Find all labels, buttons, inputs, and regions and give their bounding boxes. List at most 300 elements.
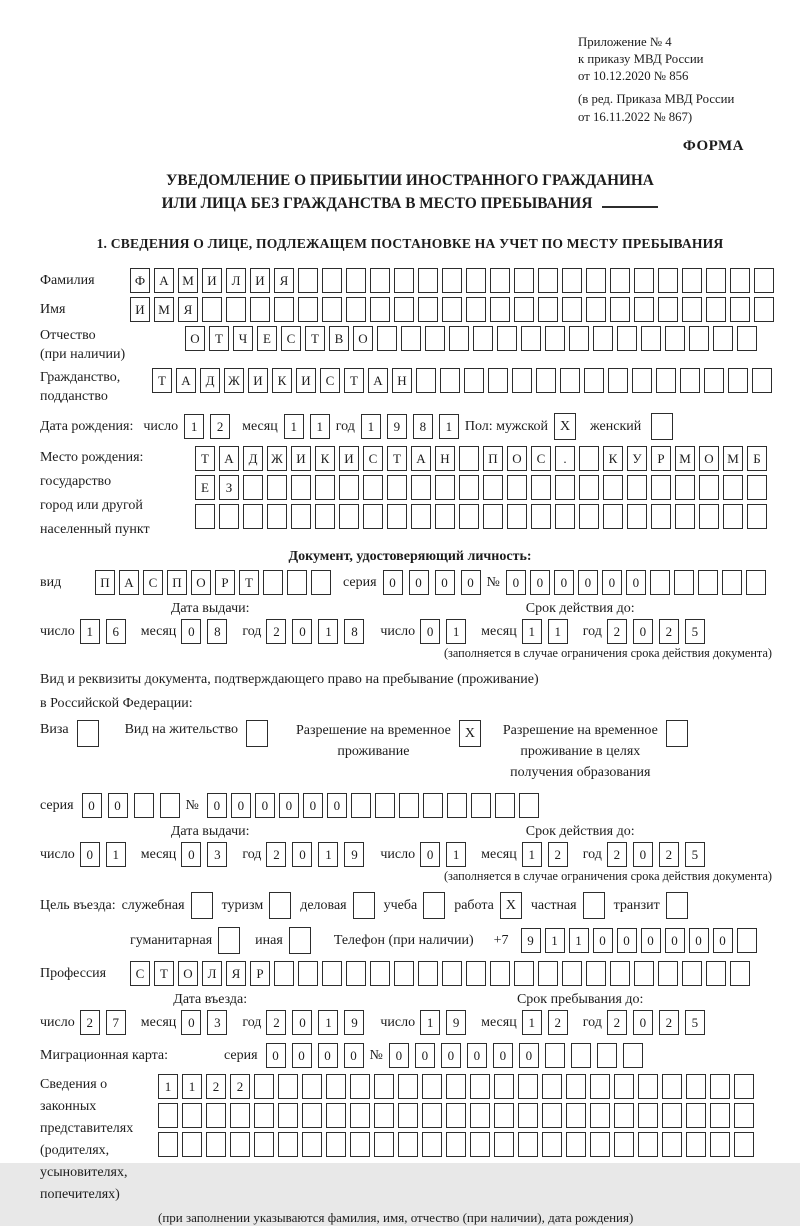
char-box[interactable]: О [185,326,205,351]
char-box[interactable] [401,326,421,351]
char-box[interactable]: А [368,368,388,393]
char-box[interactable]: Ч [233,326,253,351]
char-box[interactable] [416,368,436,393]
char-box[interactable]: 2 [659,619,679,644]
char-box[interactable] [471,793,491,818]
char-box[interactable]: 0 [713,928,733,953]
char-box[interactable] [519,793,539,818]
char-box[interactable] [326,1103,346,1128]
char-box[interactable] [464,368,484,393]
char-box[interactable] [603,504,623,529]
char-box[interactable] [375,793,395,818]
char-box[interactable]: А [219,446,239,471]
char-box[interactable] [459,475,479,500]
char-box[interactable] [545,326,565,351]
char-box[interactable]: 7 [106,1010,126,1035]
char-box[interactable] [728,368,748,393]
char-box[interactable]: П [95,570,115,595]
char-box[interactable]: Д [243,446,263,471]
checkbox-rvp[interactable]: X [459,720,481,747]
char-box[interactable]: 1 [80,619,100,644]
char-box[interactable] [579,446,599,471]
char-box[interactable]: Т [305,326,325,351]
char-box[interactable] [195,504,215,529]
char-box[interactable] [134,793,154,818]
char-box[interactable]: 1 [361,414,381,439]
char-box[interactable]: 1 [548,619,568,644]
char-box[interactable] [351,793,371,818]
char-box[interactable] [590,1132,610,1157]
char-box[interactable]: Т [239,570,259,595]
char-box[interactable] [425,326,445,351]
char-box[interactable] [446,1074,466,1099]
char-box[interactable]: М [178,268,198,293]
char-box[interactable] [158,1132,178,1157]
char-box[interactable] [494,1103,514,1128]
char-box[interactable] [706,961,726,986]
char-box[interactable] [315,504,335,529]
char-box[interactable] [734,1132,754,1157]
char-box[interactable] [698,570,718,595]
char-box[interactable]: С [143,570,163,595]
char-box[interactable] [370,268,390,293]
char-box[interactable] [322,268,342,293]
char-box[interactable] [650,570,670,595]
char-box[interactable]: 0 [292,619,312,644]
char-box[interactable]: А [154,268,174,293]
char-box[interactable] [730,268,750,293]
char-box[interactable] [370,961,390,986]
char-box[interactable]: 2 [80,1010,100,1035]
char-box[interactable]: 0 [108,793,128,818]
char-box[interactable]: 2 [607,1010,627,1035]
char-box[interactable] [418,297,438,322]
char-box[interactable] [658,961,678,986]
char-box[interactable] [689,326,709,351]
char-box[interactable] [704,368,724,393]
char-box[interactable] [603,475,623,500]
char-box[interactable] [363,504,383,529]
char-box[interactable]: Н [435,446,455,471]
char-box[interactable]: 0 [665,928,685,953]
char-box[interactable]: П [167,570,187,595]
char-box[interactable]: 2 [266,619,286,644]
char-box[interactable]: . [555,446,575,471]
char-box[interactable]: 0 [409,570,429,595]
char-box[interactable] [614,1074,634,1099]
char-box[interactable] [206,1103,226,1128]
char-box[interactable]: Ф [130,268,150,293]
char-box[interactable]: 9 [521,928,541,953]
char-box[interactable] [346,961,366,986]
char-box[interactable]: 8 [344,619,364,644]
char-box[interactable] [638,1132,658,1157]
char-box[interactable]: 0 [435,570,455,595]
char-box[interactable] [521,326,541,351]
char-box[interactable]: 0 [344,1043,364,1068]
char-box[interactable] [507,475,527,500]
char-box[interactable]: 0 [530,570,550,595]
char-box[interactable] [682,268,702,293]
char-box[interactable] [754,297,774,322]
char-box[interactable] [752,368,772,393]
char-box[interactable]: 2 [230,1074,250,1099]
char-box[interactable] [706,297,726,322]
char-box[interactable] [737,928,757,953]
char-box[interactable]: 8 [207,619,227,644]
char-box[interactable]: 0 [82,793,102,818]
char-box[interactable] [446,1132,466,1157]
char-box[interactable] [250,297,270,322]
char-box[interactable] [571,1043,591,1068]
char-box[interactable]: Н [392,368,412,393]
char-box[interactable]: 0 [420,619,440,644]
char-box[interactable]: Е [257,326,277,351]
char-box[interactable] [230,1103,250,1128]
char-box[interactable] [302,1074,322,1099]
char-box[interactable] [507,504,527,529]
char-box[interactable] [531,475,551,500]
char-box[interactable] [399,793,419,818]
char-box[interactable] [287,570,307,595]
char-box[interactable] [291,504,311,529]
char-box[interactable]: О [699,446,719,471]
char-box[interactable]: Т [195,446,215,471]
char-box[interactable] [531,504,551,529]
char-box[interactable] [302,1103,322,1128]
checkbox-purpose-study[interactable] [423,892,445,919]
char-box[interactable] [569,326,589,351]
char-box[interactable] [374,1132,394,1157]
char-box[interactable] [387,475,407,500]
char-box[interactable] [562,268,582,293]
char-box[interactable] [632,368,652,393]
char-box[interactable]: 0 [633,619,653,644]
char-box[interactable] [734,1074,754,1099]
char-box[interactable]: 0 [578,570,598,595]
char-box[interactable]: 1 [284,414,304,439]
char-box[interactable] [422,1132,442,1157]
char-box[interactable] [494,1074,514,1099]
char-box[interactable]: 2 [266,842,286,867]
char-box[interactable] [254,1074,274,1099]
char-box[interactable]: Б [747,446,767,471]
char-box[interactable] [326,1074,346,1099]
char-box[interactable] [658,297,678,322]
char-box[interactable]: Р [250,961,270,986]
char-box[interactable]: 1 [522,842,542,867]
char-box[interactable]: 0 [327,793,347,818]
char-box[interactable] [418,961,438,986]
char-box[interactable] [206,1132,226,1157]
char-box[interactable] [497,326,517,351]
char-box[interactable] [182,1103,202,1128]
char-box[interactable]: 5 [685,842,705,867]
char-box[interactable] [278,1074,298,1099]
char-box[interactable] [442,268,462,293]
char-box[interactable] [538,268,558,293]
char-box[interactable] [339,504,359,529]
char-box[interactable] [459,446,479,471]
char-box[interactable] [634,297,654,322]
char-box[interactable]: 0 [467,1043,487,1068]
char-box[interactable] [495,793,515,818]
char-box[interactable] [483,504,503,529]
char-box[interactable]: 2 [659,842,679,867]
char-box[interactable]: К [603,446,623,471]
char-box[interactable] [699,475,719,500]
char-box[interactable] [182,1132,202,1157]
char-box[interactable] [723,475,743,500]
char-box[interactable] [440,368,460,393]
char-box[interactable]: Т [154,961,174,986]
char-box[interactable]: 9 [387,414,407,439]
char-box[interactable] [675,504,695,529]
char-box[interactable] [466,297,486,322]
char-box[interactable]: 0 [420,842,440,867]
char-box[interactable] [298,961,318,986]
char-box[interactable] [470,1103,490,1128]
char-box[interactable] [627,475,647,500]
char-box[interactable] [411,475,431,500]
char-box[interactable]: С [130,961,150,986]
char-box[interactable] [274,961,294,986]
char-box[interactable] [710,1103,730,1128]
char-box[interactable] [675,475,695,500]
char-box[interactable] [638,1103,658,1128]
char-box[interactable] [514,297,534,322]
char-box[interactable] [634,961,654,986]
checkbox-purpose-private[interactable] [583,892,605,919]
char-box[interactable] [370,297,390,322]
char-box[interactable] [219,504,239,529]
char-box[interactable] [542,1074,562,1099]
char-box[interactable]: Р [651,446,671,471]
char-box[interactable] [641,326,661,351]
char-box[interactable] [374,1074,394,1099]
char-box[interactable]: 0 [633,842,653,867]
char-box[interactable]: 2 [548,1010,568,1035]
char-box[interactable] [710,1132,730,1157]
char-box[interactable] [586,297,606,322]
char-box[interactable]: 0 [461,570,481,595]
char-box[interactable] [682,297,702,322]
char-box[interactable]: 6 [106,619,126,644]
char-box[interactable] [466,961,486,986]
char-box[interactable] [298,297,318,322]
char-box[interactable] [442,961,462,986]
char-box[interactable]: 0 [255,793,275,818]
char-box[interactable]: Л [226,268,246,293]
char-box[interactable] [555,475,575,500]
char-box[interactable] [423,793,443,818]
char-box[interactable]: 1 [318,619,338,644]
char-box[interactable] [538,961,558,986]
char-box[interactable]: А [119,570,139,595]
char-box[interactable] [590,1074,610,1099]
char-box[interactable]: Т [152,368,172,393]
char-box[interactable] [422,1103,442,1128]
char-box[interactable] [662,1103,682,1128]
char-box[interactable] [350,1103,370,1128]
char-box[interactable]: 0 [80,842,100,867]
checkbox-purpose-tourism[interactable] [269,892,291,919]
char-box[interactable]: И [296,368,316,393]
char-box[interactable]: С [363,446,383,471]
char-box[interactable] [230,1132,250,1157]
char-box[interactable] [566,1074,586,1099]
char-box[interactable] [518,1074,538,1099]
char-box[interactable]: 0 [383,570,403,595]
char-box[interactable] [730,297,750,322]
char-box[interactable] [398,1074,418,1099]
char-box[interactable] [267,475,287,500]
char-box[interactable]: 9 [446,1010,466,1035]
char-box[interactable]: 1 [446,619,466,644]
char-box[interactable] [699,504,719,529]
char-box[interactable]: 2 [206,1074,226,1099]
char-box[interactable] [226,297,246,322]
char-box[interactable]: 0 [641,928,661,953]
char-box[interactable] [243,504,263,529]
char-box[interactable]: 0 [292,1010,312,1035]
char-box[interactable] [160,793,180,818]
char-box[interactable]: 0 [231,793,251,818]
char-box[interactable] [518,1132,538,1157]
char-box[interactable]: Я [274,268,294,293]
char-box[interactable] [470,1132,490,1157]
char-box[interactable]: 1 [420,1010,440,1035]
char-box[interactable] [686,1132,706,1157]
char-box[interactable]: 2 [210,414,230,439]
char-box[interactable] [579,475,599,500]
char-box[interactable] [686,1103,706,1128]
char-box[interactable]: 1 [569,928,589,953]
char-box[interactable]: 9 [344,1010,364,1035]
char-box[interactable] [747,475,767,500]
char-box[interactable]: 0 [593,928,613,953]
char-box[interactable] [447,793,467,818]
checkbox-visa[interactable] [77,720,99,747]
char-box[interactable]: 0 [617,928,637,953]
char-box[interactable] [617,326,637,351]
char-box[interactable] [651,504,671,529]
char-box[interactable]: У [627,446,647,471]
char-box[interactable]: С [281,326,301,351]
char-box[interactable]: Е [195,475,215,500]
char-box[interactable]: 1 [446,842,466,867]
char-box[interactable] [339,475,359,500]
char-box[interactable]: 2 [607,842,627,867]
char-box[interactable]: 1 [545,928,565,953]
char-box[interactable] [682,961,702,986]
char-box[interactable] [614,1103,634,1128]
char-box[interactable]: Л [202,961,222,986]
char-box[interactable] [387,504,407,529]
char-box[interactable] [562,961,582,986]
checkbox-residence-permit[interactable] [246,720,268,747]
char-box[interactable] [435,504,455,529]
char-box[interactable]: 0 [207,793,227,818]
char-box[interactable]: 0 [181,1010,201,1035]
char-box[interactable] [614,1132,634,1157]
char-box[interactable] [422,1074,442,1099]
char-box[interactable] [473,326,493,351]
char-box[interactable]: К [272,368,292,393]
char-box[interactable]: 0 [506,570,526,595]
char-box[interactable] [730,961,750,986]
char-box[interactable]: 5 [685,1010,705,1035]
char-box[interactable] [322,961,342,986]
char-box[interactable]: 0 [181,619,201,644]
char-box[interactable]: 0 [318,1043,338,1068]
char-box[interactable]: И [250,268,270,293]
char-box[interactable] [315,475,335,500]
char-box[interactable]: 0 [689,928,709,953]
char-box[interactable]: 0 [389,1043,409,1068]
char-box[interactable] [418,268,438,293]
char-box[interactable] [662,1074,682,1099]
char-box[interactable]: Т [387,446,407,471]
char-box[interactable]: О [191,570,211,595]
char-box[interactable] [158,1103,178,1128]
char-box[interactable]: 5 [685,619,705,644]
char-box[interactable]: О [353,326,373,351]
char-box[interactable] [542,1103,562,1128]
char-box[interactable]: 0 [633,1010,653,1035]
char-box[interactable]: 3 [207,842,227,867]
char-box[interactable] [638,1074,658,1099]
char-box[interactable] [722,570,742,595]
checkbox-male[interactable]: X [554,413,576,440]
char-box[interactable]: М [723,446,743,471]
char-box[interactable]: И [202,268,222,293]
char-box[interactable]: 1 [522,619,542,644]
char-box[interactable]: 2 [607,619,627,644]
char-box[interactable]: 0 [415,1043,435,1068]
char-box[interactable] [466,268,486,293]
char-box[interactable] [202,297,222,322]
checkbox-purpose-transit[interactable] [666,892,688,919]
char-box[interactable] [586,268,606,293]
char-box[interactable] [747,504,767,529]
char-box[interactable]: И [248,368,268,393]
char-box[interactable] [459,504,479,529]
char-box[interactable] [623,1043,643,1068]
char-box[interactable] [346,268,366,293]
char-box[interactable] [610,268,630,293]
checkbox-purpose-other[interactable] [289,927,311,954]
char-box[interactable] [302,1132,322,1157]
char-box[interactable]: Ж [267,446,287,471]
char-box[interactable]: Р [215,570,235,595]
char-box[interactable] [658,268,678,293]
char-box[interactable]: 2 [266,1010,286,1035]
char-box[interactable] [377,326,397,351]
char-box[interactable]: 1 [318,842,338,867]
checkbox-purpose-business[interactable] [353,892,375,919]
char-box[interactable]: Ж [224,368,244,393]
char-box[interactable]: 0 [493,1043,513,1068]
char-box[interactable] [651,475,671,500]
char-box[interactable]: А [176,368,196,393]
char-box[interactable]: И [339,446,359,471]
char-box[interactable]: О [178,961,198,986]
checkbox-purpose-official[interactable] [191,892,213,919]
char-box[interactable] [662,1132,682,1157]
char-box[interactable] [411,504,431,529]
char-box[interactable]: 1 [182,1074,202,1099]
